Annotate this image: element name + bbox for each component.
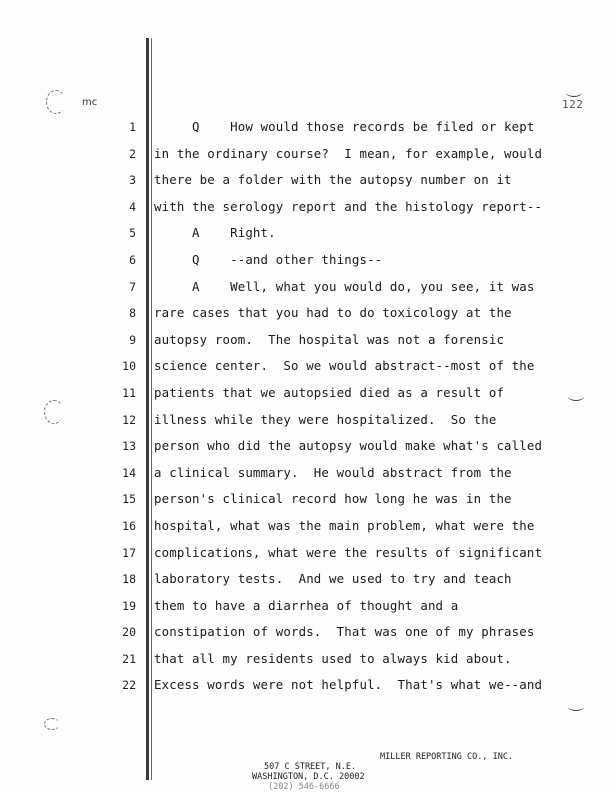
line-text: complications, what were the results of significant bbox=[154, 544, 543, 560]
transcript-line bbox=[0, 114, 612, 141]
reporter-initials: mc bbox=[82, 97, 98, 108]
line-text: person's clinical record how long he was in the bbox=[154, 491, 512, 507]
transcript-line bbox=[0, 619, 612, 646]
line-number: 20 bbox=[122, 625, 136, 640]
transcript-line bbox=[0, 247, 612, 274]
line-number: 22 bbox=[122, 678, 136, 693]
transcript-line bbox=[0, 407, 612, 434]
line-text: with the serology report and the histology report-- bbox=[154, 198, 543, 214]
transcript-line bbox=[0, 327, 612, 354]
footer-street: 507 C STREET, N.E. bbox=[264, 762, 357, 772]
line-text: A Well, what you would do, you see, it was bbox=[154, 278, 535, 294]
line-number: 6 bbox=[129, 252, 136, 267]
line-number: 1 bbox=[129, 120, 136, 134]
line-text: science center. So we would abstract--most of the bbox=[154, 358, 535, 374]
line-number: 11 bbox=[122, 385, 136, 400]
transcript-line bbox=[0, 167, 612, 194]
line-number: 19 bbox=[122, 598, 136, 613]
line-text: rare cases that you had to do toxicology at the bbox=[154, 305, 512, 321]
transcript-line bbox=[0, 540, 612, 567]
transcript-line bbox=[0, 433, 612, 460]
line-number: 4 bbox=[129, 199, 136, 214]
transcript-line bbox=[0, 194, 612, 221]
line-text: A Right. bbox=[154, 225, 276, 241]
line-text: that all my residents used to always kid about. bbox=[154, 650, 512, 666]
line-number: 8 bbox=[129, 306, 136, 321]
line-text: person who did the autopsy would make what's called bbox=[154, 438, 543, 454]
punch-hole-icon bbox=[44, 718, 60, 730]
line-number: 9 bbox=[129, 332, 136, 347]
transcript-line bbox=[0, 274, 612, 301]
transcript-line bbox=[0, 646, 612, 673]
transcript-lines bbox=[0, 114, 612, 699]
transcript-line bbox=[0, 513, 612, 540]
line-text: there be a folder with the autopsy number on it bbox=[154, 172, 512, 188]
reporter-footer bbox=[0, 752, 612, 792]
margin-check-mark-icon bbox=[566, 88, 582, 97]
transcript-line bbox=[0, 566, 612, 593]
transcript-line bbox=[0, 141, 612, 168]
line-number: 15 bbox=[122, 492, 136, 507]
line-number: 18 bbox=[122, 572, 136, 587]
line-text: hospital, what was the main problem, what were the bbox=[154, 517, 535, 533]
line-text: constipation of words. That was one of my phrases bbox=[154, 624, 535, 640]
line-number: 2 bbox=[129, 146, 136, 161]
line-number: 21 bbox=[122, 651, 136, 666]
line-text: Q How would those records be filed or kept bbox=[154, 119, 535, 134]
margin-check-mark-icon bbox=[568, 702, 584, 711]
line-text: illness while they were hospitalized. So the bbox=[154, 411, 497, 427]
line-number: 5 bbox=[129, 226, 136, 241]
page-number: 122 bbox=[562, 98, 584, 111]
line-text: autopsy room. The hospital was not a forensic bbox=[154, 331, 505, 347]
line-number: 16 bbox=[122, 518, 136, 533]
transcript-line bbox=[0, 672, 612, 699]
footer-company: MILLER REPORTING CO., INC. bbox=[380, 752, 514, 762]
transcript-line bbox=[0, 353, 612, 380]
line-text: Excess words were not helpful. That's what we--and bbox=[154, 677, 543, 693]
line-text: patients that we autopsied died as a result of bbox=[154, 384, 505, 400]
line-number: 10 bbox=[122, 359, 136, 374]
punch-hole-icon bbox=[46, 90, 66, 114]
transcript-line bbox=[0, 460, 612, 487]
line-text: in the ordinary course? I mean, for example, would bbox=[154, 145, 543, 161]
transcript-line bbox=[0, 380, 612, 407]
transcript-line bbox=[0, 486, 612, 513]
transcript-line bbox=[0, 593, 612, 620]
line-number: 12 bbox=[122, 412, 136, 427]
line-number: 7 bbox=[129, 279, 136, 294]
line-text: them to have a diarrhea of thought and a bbox=[154, 597, 459, 613]
footer-city: WASHINGTON, D.C. 20002 bbox=[252, 772, 365, 782]
line-text: laboratory tests. And we used to try and teach bbox=[154, 571, 512, 587]
line-text: a clinical summary. He would abstract from the bbox=[154, 464, 512, 480]
line-number: 13 bbox=[122, 439, 136, 454]
line-text: Q --and other things-- bbox=[154, 251, 383, 267]
line-number: 14 bbox=[122, 465, 136, 480]
footer-phone: (202) 546-6666 bbox=[268, 782, 340, 792]
transcript-line bbox=[0, 300, 612, 327]
transcript-line bbox=[0, 220, 612, 247]
line-number: 17 bbox=[122, 545, 136, 560]
line-number: 3 bbox=[129, 173, 136, 188]
